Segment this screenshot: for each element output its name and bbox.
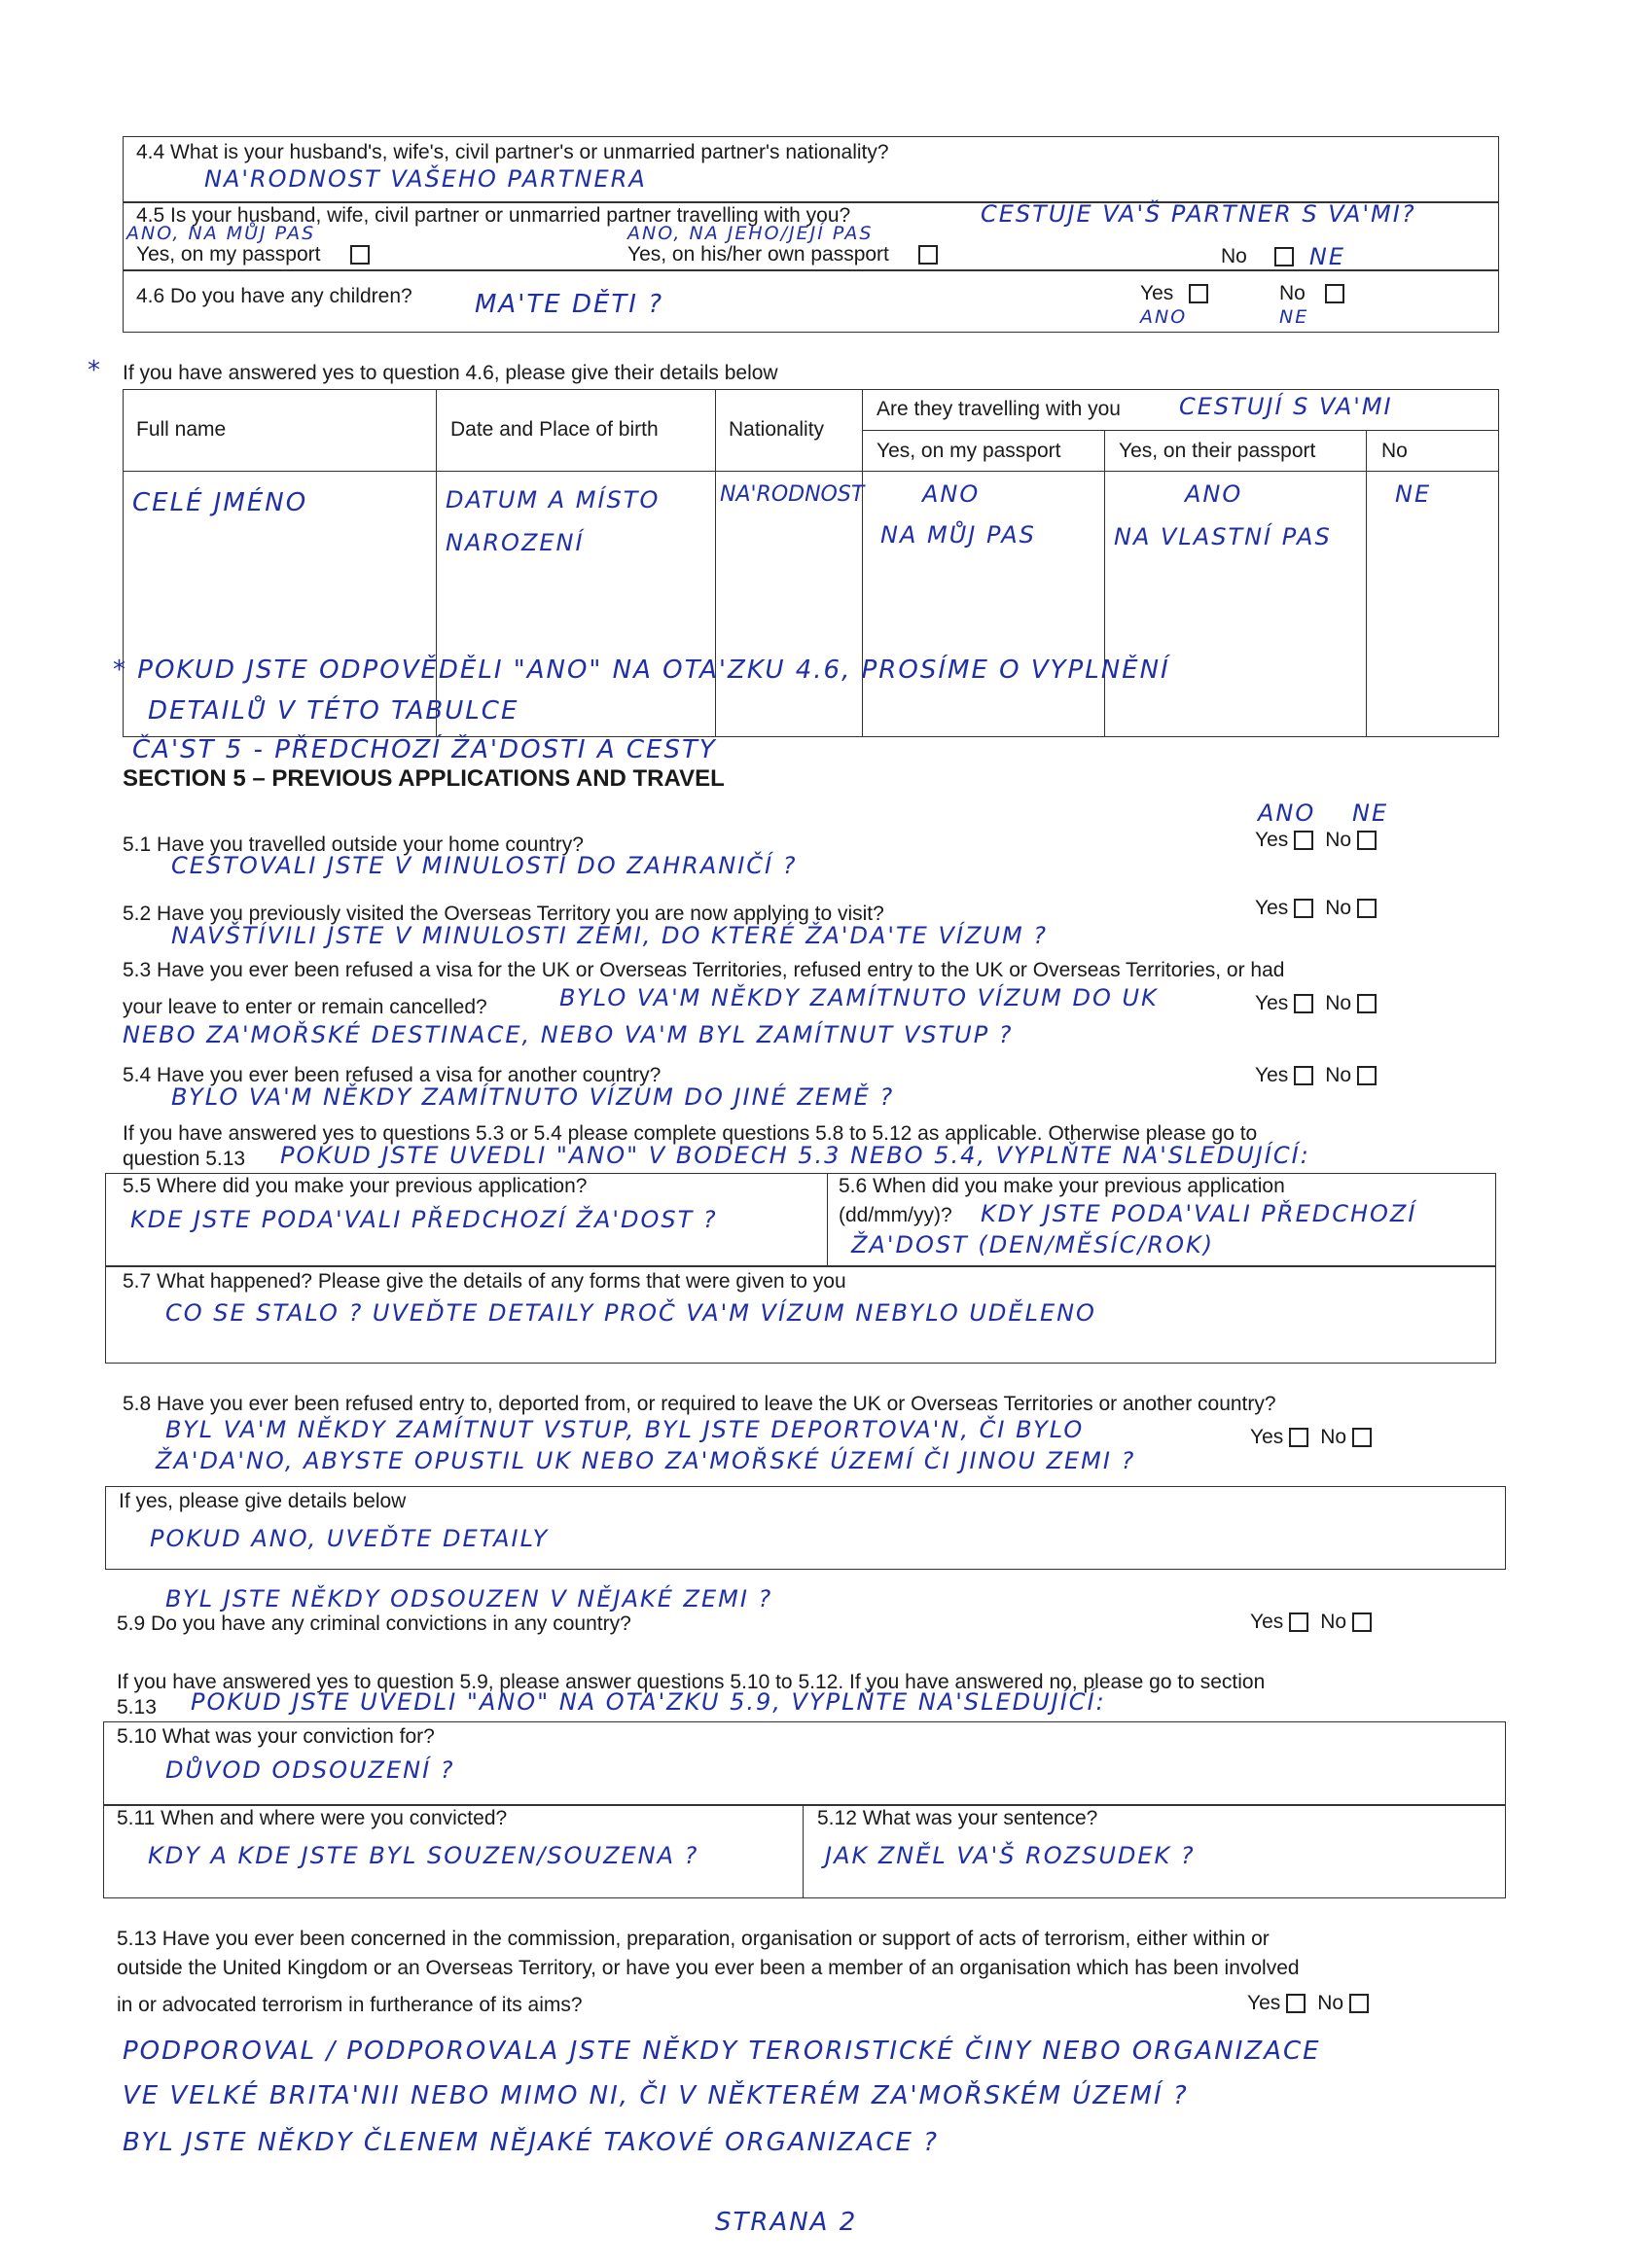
q5-9-yes-no[interactable]	[1250, 1611, 1372, 1634]
q5-8-yes-checkbox[interactable]	[1289, 1428, 1308, 1447]
q5-13-line2: outside the United Kingdom or an Overseas Territory, or have you ever been a member of an organisation which has been involved	[117, 1957, 1300, 1979]
q5-8-details-label: If yes, please give details below	[119, 1490, 407, 1512]
q5-3-question-line1: 5.3 Have you ever been refused a visa for the UK or Overseas Territories, refused entry to the UK or Overseas Territories, or had	[123, 959, 1285, 981]
q5-2-translation: NAVŠTÍVILI JSTE V MINULOSTI ZEMI, DO KTERÉ ŽA'DA'TE VÍZUM ?	[171, 922, 1049, 949]
hw-my-passport-line1: ANO	[922, 480, 981, 508]
q4-5-answer[interactable]: CESTUJE VA'Š PARTNER S VA'MI?	[981, 200, 1416, 228]
q5-13-no-label: No	[1317, 1992, 1344, 2014]
q5-3-yes-label: Yes	[1255, 992, 1289, 1014]
q4-5-question: 4.5 Is your husband, wife, civil partner or unmarried partner travelling with you?	[136, 204, 851, 227]
q5-1-yes-label: Yes	[1255, 829, 1289, 851]
instr-5-3-translation: POKUD JSTE UVEDLI "ANO" V BODECH 5.3 NEBO 5.4, VYPLŇTE NA'SLEDUJÍCÍ:	[280, 1142, 1310, 1169]
q5-2-yes-no[interactable]	[1255, 897, 1377, 920]
q5-8-yes-label: Yes	[1250, 1426, 1284, 1448]
section5-ne-translation: NE	[1352, 799, 1389, 827]
children-intro: If you have answered yes to question 4.6, please give their details below	[123, 362, 778, 384]
q4-6-no-translation: NE	[1279, 306, 1309, 328]
q5-6-question-line2: (dd/mm/yy)?	[839, 1204, 952, 1226]
q5-4-yes-no[interactable]	[1255, 1064, 1377, 1087]
col-divider-2	[715, 389, 716, 737]
q5-12-answer[interactable]: JAK ZNĚL VA'Š ROZSUDEK ?	[825, 1842, 1196, 1869]
col-divider-5	[1366, 430, 1367, 737]
q5-3-no-checkbox[interactable]	[1357, 994, 1377, 1013]
q4-6-yes-label: Yes	[1140, 282, 1174, 304]
instr-5-9-translation: POKUD JSTE UVEDLI "ANO" NA OTA'ZKU 5.9, VYPLŇTE NA'SLEDUJÍCÍ:	[191, 1688, 1106, 1716]
hw-table-note-line2: DETAILŮ V TÉTO TABULCE	[148, 696, 519, 726]
q4-6-yes-checkbox[interactable]	[1189, 284, 1208, 303]
q5-1-question: 5.1 Have you travelled outside your home country?	[123, 833, 584, 856]
q5-5-answer[interactable]: KDE JSTE PODA'VALI PŘEDCHOZÍ ŽA'DOST ?	[130, 1206, 718, 1233]
q5-2-no-label: No	[1325, 897, 1352, 919]
q4-4-answer[interactable]: NA'RODNOST VAŠEHO PARTNERA	[204, 165, 647, 193]
instr-5-3-line2: question 5.13	[123, 1148, 246, 1170]
q4-6-no-checkbox[interactable]	[1325, 284, 1344, 303]
hw-their-passport-line2: NA VLASTNÍ PAS	[1114, 523, 1332, 550]
q5-8-no-label: No	[1320, 1426, 1347, 1448]
q5-9-yes-checkbox[interactable]	[1289, 1612, 1308, 1632]
q5-8-translation-line2: ŽA'DA'NO, ABYSTE OPUSTIL UK NEBO ZA'MOŘSKÉ ÚZEMÍ ČI JINOU ZEMI ?	[156, 1447, 1136, 1474]
q5-11-5-12-divider	[803, 1805, 804, 1898]
q5-13-yes-label: Yes	[1247, 1992, 1281, 2014]
q5-8-no-checkbox[interactable]	[1352, 1428, 1372, 1447]
q5-4-no-checkbox[interactable]	[1357, 1066, 1377, 1085]
q5-6-question-line1: 5.6 When did you make your previous application	[839, 1175, 1285, 1197]
section5-translation: ČA'ST 5 - PŘEDCHOZÍ ŽA'DOSTI A CESTY	[132, 735, 717, 764]
asterisk-marker: *	[88, 356, 102, 385]
q4-5-no-label: No	[1221, 245, 1247, 267]
q4-5-opt1-translation: ANO, NA MŮJ PAS	[126, 223, 316, 244]
q4-6-option-yes[interactable]	[1140, 282, 1208, 305]
q5-1-no-label: No	[1325, 829, 1352, 851]
q5-6-answer-line1[interactable]: KDY JSTE PODA'VALI PŘEDCHOZÍ	[981, 1200, 1417, 1227]
col-date-place-birth: Date and Place of birth	[450, 418, 659, 441]
q5-9-no-label: No	[1320, 1611, 1347, 1633]
q5-2-yes-checkbox[interactable]	[1294, 899, 1313, 918]
hw-dob-line2: NAROZENÍ	[446, 529, 585, 556]
col-my-passport: Yes, on my passport	[877, 440, 1061, 462]
instr-5-3-line1: If you have answered yes to questions 5.3 or 5.4 please complete questions 5.8 to 5.12 as applicable. Otherwise please go to	[123, 1122, 1258, 1145]
q5-10-question: 5.10 What was your conviction for?	[117, 1725, 435, 1748]
q5-4-yes-label: Yes	[1255, 1064, 1289, 1086]
page-number: STRANA 2	[715, 2208, 858, 2237]
q5-5-5-6-divider	[827, 1173, 828, 1266]
q5-13-line3: in or advocated terrorism in furtherance of its aims?	[117, 1994, 583, 2016]
q5-3-yes-checkbox[interactable]	[1294, 994, 1313, 1013]
q5-2-question: 5.2 Have you previously visited the Overseas Territory you are now applying to visit?	[123, 903, 884, 925]
col-divider-4	[1104, 430, 1105, 737]
q5-7-answer[interactable]: CO SE STALO ? UVEĎTE DETAILY PROČ VA'M VÍZUM NEBYLO UDĚLENO	[165, 1299, 1096, 1327]
instr-5-9-line2: 5.13	[117, 1696, 157, 1719]
q4-4-question: 4.4 What is your husband's, wife's, civil partner's or unmarried partner's nationality?	[136, 141, 889, 163]
q5-1-yes-checkbox[interactable]	[1294, 831, 1313, 850]
q4-6-option-no[interactable]	[1279, 282, 1344, 305]
q4-5-opt2-label: Yes, on his/her own passport	[627, 243, 889, 266]
q5-4-question: 5.4 Have you ever been refused a visa for another country?	[123, 1064, 662, 1086]
col-full-name: Full name	[136, 418, 227, 441]
q4-5-option-own-passport[interactable]	[627, 243, 938, 266]
q5-13-line1: 5.13 Have you ever been concerned in the commission, preparation, organisation or support of acts of terrorism, either within or	[117, 1928, 1270, 1950]
q5-8-details-answer[interactable]: POKUD ANO, UVEĎTE DETAILY	[150, 1525, 550, 1552]
section5-ano-translation: ANO	[1258, 799, 1316, 827]
col-no: No	[1381, 440, 1408, 462]
q5-8-yes-no[interactable]	[1250, 1426, 1372, 1449]
q5-13-yes-checkbox[interactable]	[1286, 1994, 1306, 2013]
q4-6-yes-translation: ANO	[1140, 306, 1188, 328]
q5-1-yes-no[interactable]	[1255, 829, 1377, 852]
q5-7-question: 5.7 What happened? Please give the details of any forms that were given to you	[123, 1270, 846, 1293]
q5-9-question: 5.9 Do you have any criminal convictions in any country?	[117, 1612, 631, 1635]
q5-9-no-checkbox[interactable]	[1352, 1612, 1372, 1632]
q5-2-no-checkbox[interactable]	[1357, 899, 1377, 918]
q5-13-translation-line3: BYL JSTE NĚKDY ČLENEM NĚJAKÉ TAKOVÉ ORGANIZACE ?	[123, 2128, 939, 2157]
hw-my-passport-line2: NA MŮJ PAS	[880, 521, 1036, 549]
q5-10-answer[interactable]: DŮVOD ODSOUZENÍ ?	[165, 1756, 455, 1784]
q5-8-question: 5.8 Have you ever been refused entry to, deported from, or required to leave the UK or Overseas Territories or another country?	[123, 1393, 1276, 1415]
children-table-subheader-line	[862, 430, 1499, 431]
col-their-passport: Yes, on their passport	[1119, 440, 1316, 462]
instr-5-9-line1: If you have answered yes to question 5.9, please answer questions 5.10 to 5.12. If you have answered no, please go to section	[117, 1671, 1266, 1693]
q5-13-no-checkbox[interactable]	[1349, 1994, 1369, 2013]
q4-5-no-checkbox[interactable]	[1274, 247, 1294, 266]
q4-6-answer[interactable]: MA'TE DĚTI ?	[475, 290, 664, 319]
q5-3-no-label: No	[1325, 992, 1352, 1014]
q4-5-opt2-translation: ANO, NA JEHO/JEJÍ PAS	[627, 223, 874, 244]
q5-13-yes-no[interactable]	[1247, 1992, 1369, 2015]
hw-dob-line1: DATUM A MÍSTO	[446, 486, 661, 514]
q4-5-opt1-checkbox[interactable]	[350, 245, 370, 265]
hw-full-name: CELÉ JMÉNO	[132, 488, 308, 517]
q5-3-question-line2: your leave to enter or remain cancelled?	[123, 996, 487, 1018]
q5-9-translation: BYL JSTE NĚKDY ODSOUZEN V NĚJAKÉ ZEMI ?	[165, 1585, 773, 1612]
hw-nationality: NA'RODNOST	[720, 482, 865, 507]
q5-11-question: 5.11 When and where were you convicted?	[117, 1807, 508, 1829]
q5-4-no-label: No	[1325, 1064, 1352, 1086]
hw-table-note-line1: * POKUD JSTE ODPOVĚDĚLI "ANO" NA OTA'ZKU 4.6, PROSÍME O VYPLNĚNÍ	[113, 656, 1170, 685]
col-nationality: Nationality	[729, 418, 825, 441]
q5-6-answer-line2[interactable]: ŽA'DOST (DEN/MĚSÍC/ROK)	[851, 1231, 1215, 1258]
q5-4-yes-checkbox[interactable]	[1294, 1066, 1313, 1085]
q5-1-no-checkbox[interactable]	[1357, 831, 1377, 850]
q5-3-translation-line2: NEBO ZA'MOŘSKÉ DESTINACE, NEBO VA'M BYL ZAMÍTNUT VSTUP ?	[123, 1021, 1014, 1048]
q5-13-translation-line1: PODPOROVAL / PODPOROVALA JSTE NĚKDY TERORISTICKÉ ČINY NEBO ORGANIZACE	[123, 2037, 1321, 2066]
q5-9-yes-label: Yes	[1250, 1611, 1284, 1633]
q5-8-translation-line1: BYL VA'M NĚKDY ZAMÍTNUT VSTUP, BYL JSTE DEPORTOVA'N, ČI BYLO	[165, 1416, 1085, 1443]
q4-5-opt1-label: Yes, on my passport	[136, 243, 321, 266]
q4-6-no-label: No	[1279, 282, 1306, 304]
q4-5-opt2-checkbox[interactable]	[918, 245, 938, 265]
col-travelling-with-you: Are they travelling with you	[877, 398, 1121, 420]
col-divider-3	[862, 389, 863, 737]
q5-13-translation-line2: VE VELKÉ BRITA'NII NEBO MIMO NI, ČI V NĚKTERÉM ZA'MOŘSKÉM ÚZEMÍ ?	[123, 2081, 1189, 2110]
col-travelling-translation: CESTUJÍ S VA'MI	[1179, 393, 1393, 420]
q4-6-question: 4.6 Do you have any children?	[136, 285, 412, 307]
q5-2-yes-label: Yes	[1255, 897, 1289, 919]
hw-their-passport-line1: ANO	[1185, 480, 1243, 508]
col-divider-1	[436, 389, 437, 737]
q5-12-question: 5.12 What was your sentence?	[817, 1807, 1098, 1829]
q4-5-option-no[interactable]	[1221, 243, 1345, 270]
hw-no: NE	[1395, 480, 1432, 508]
q5-11-answer[interactable]: KDY A KDE JSTE BYL SOUZEN/SOUZENA ?	[148, 1842, 699, 1869]
q4-5-no-translation: NE	[1308, 243, 1345, 270]
q5-3-yes-no[interactable]	[1255, 992, 1377, 1015]
q5-5-question: 5.5 Where did you make your previous application?	[123, 1175, 588, 1197]
q4-5-option-my-passport[interactable]	[136, 243, 370, 266]
q5-3-translation-line1: BYLO VA'M NĚKDY ZAMÍTNUTO VÍZUM DO UK	[559, 984, 1159, 1011]
children-table-header-line	[123, 471, 1499, 472]
section5-heading: SECTION 5 – PREVIOUS APPLICATIONS AND TRAVEL	[123, 765, 725, 792]
q5-4-translation: BYLO VA'M NĚKDY ZAMÍTNUTO VÍZUM DO JINÉ ZEMĚ ?	[171, 1083, 895, 1111]
q5-1-translation: CESTOVALI JSTE V MINULOSTI DO ZAHRANIČÍ ?	[171, 852, 798, 879]
